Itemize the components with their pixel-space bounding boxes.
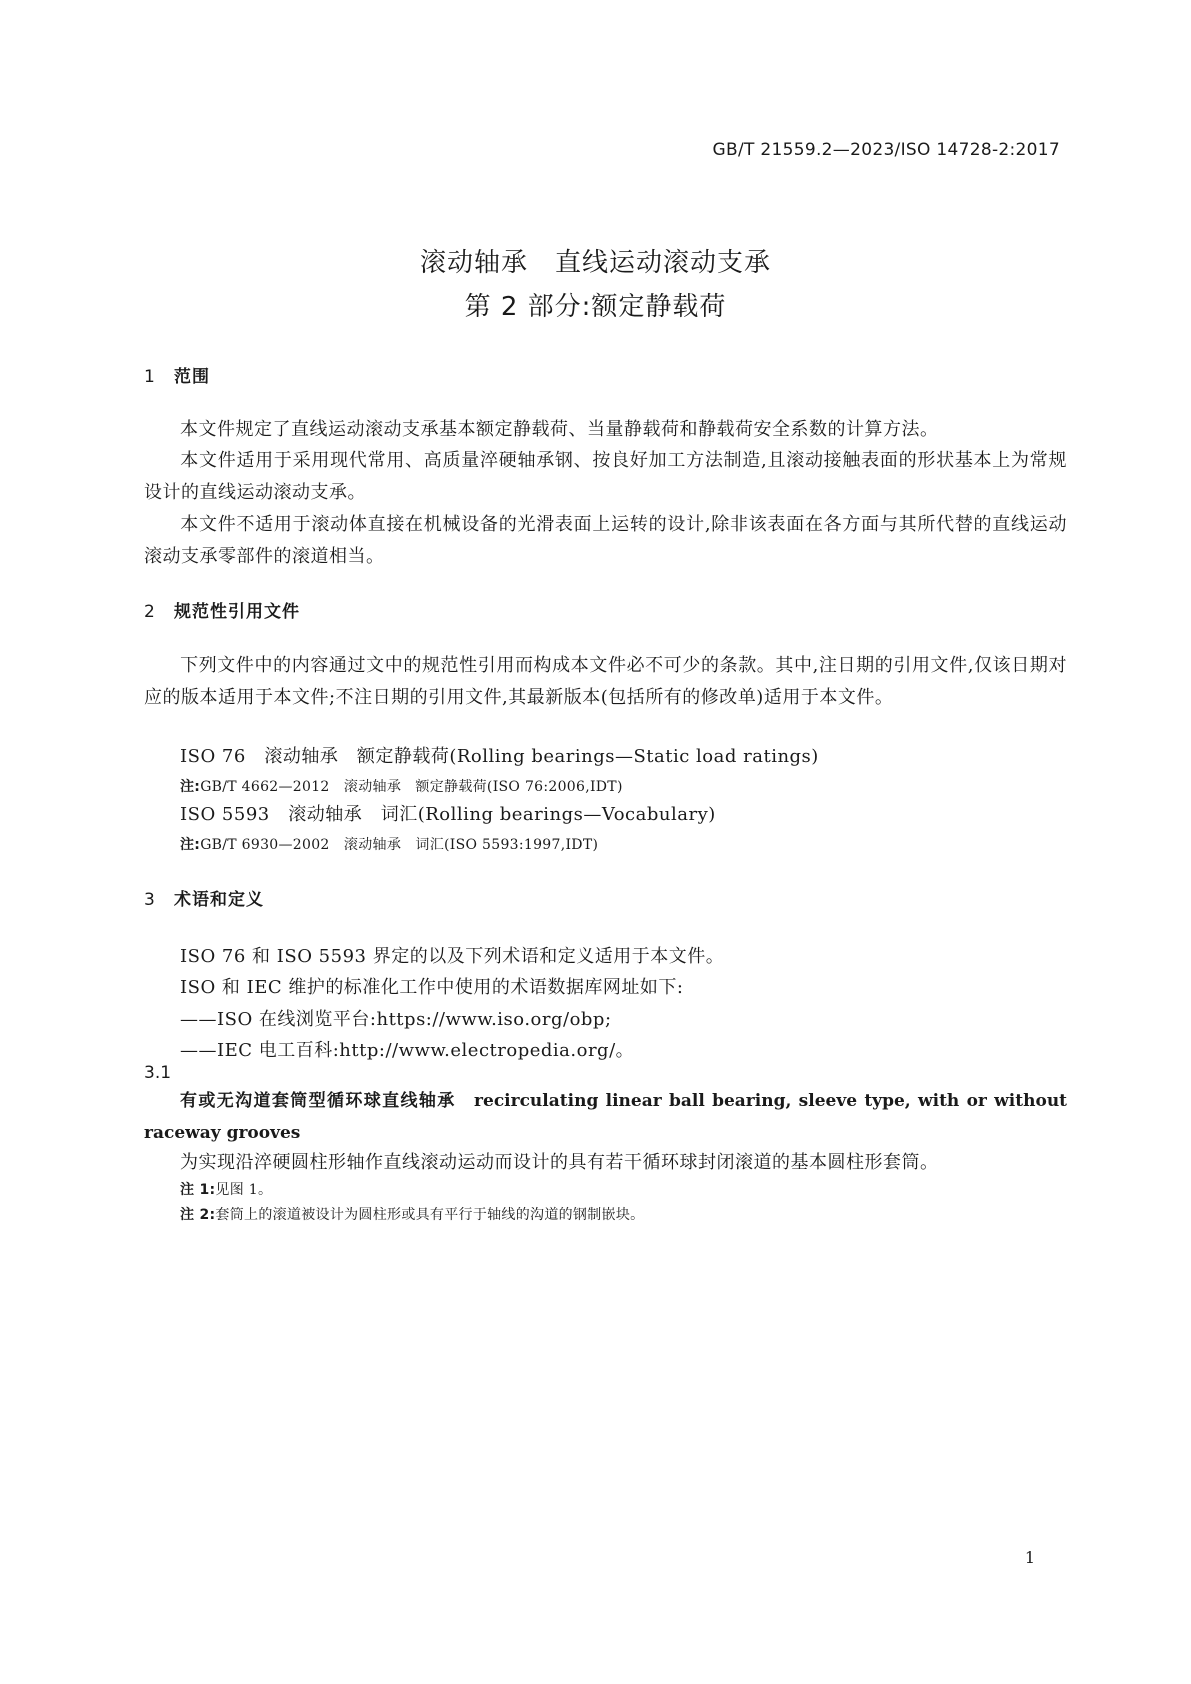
term-note-2: 注 2:套筒上的滚道被设计为圆柱形或具有平行于轴线的沟道的钢制嵌块。 (180, 1207, 645, 1223)
section-3-paragraph-1: ISO 76 和 ISO 5593 界定的以及下列术语和定义适用于本文件。 (180, 946, 725, 967)
section-title: 范围 (174, 367, 210, 387)
normative-reference-iso76: ISO 76 滚动轴承 额定静载荷(Rolling bearings—Static load ratings) (180, 746, 819, 767)
term-database-iec: ——IEC 电工百科:http://www.electropedia.org/。 (180, 1040, 635, 1061)
section-1-paragraph-2: 本文件适用于采用现代常用、高质量淬硬轴承钢、按良好加工方法制造,且滚动接触表面的形状基本上为常规设计的直线运动滚动支承。 (144, 450, 1067, 503)
section-2-heading (144, 597, 300, 622)
page-number: 1 (1024, 1548, 1035, 1567)
term-english: recirculating linear ball bearing, sleeve type, with or without raceway grooves (144, 1091, 1068, 1143)
term-chinese: 有或无沟道套筒型循环球直线轴承 (180, 1091, 456, 1111)
section-title: 术语和定义 (174, 890, 264, 910)
term-database-iso: ——ISO 在线浏览平台:https://www.iso.org/obp; (180, 1009, 612, 1030)
standard-number: GB/T 21559.2—2023/ISO 14728-2:2017 (712, 140, 1060, 160)
normative-reference-iso5593: ISO 5593 滚动轴承 词汇(Rolling bearings—Vocabulary) (180, 804, 716, 825)
section-number: 3 (144, 890, 156, 910)
section-1-paragraph-3: 本文件不适用于滚动体直接在机械设备的光滑表面上运转的设计,除非该表面在各方面与其所代替的直线运动滚动支承零部件的滚道相当。 (144, 514, 1067, 567)
section-3-heading (144, 885, 264, 910)
section-number: 1 (144, 367, 156, 387)
document-title-line2: 第 2 部分:额定静载荷 (464, 292, 727, 322)
section-3-paragraph-2: ISO 和 IEC 维护的标准化工作中使用的术语数据库网址如下: (180, 977, 684, 998)
section-1-paragraph-1: 本文件规定了直线运动滚动支承基本额定静载荷、当量静载荷和静载荷安全系数的计算方法。 (180, 419, 939, 440)
section-title: 规范性引用文件 (174, 602, 300, 622)
note-reference-2: 注:GB/T 6930—2002 滚动轴承 词汇(ISO 5593:1997,IDT) (180, 837, 599, 853)
term-note-1: 注 1:见图 1。 (180, 1182, 273, 1198)
document-title-line1: 滚动轴承 直线运动滚动支承 (419, 248, 771, 278)
note-reference-1: 注:GB/T 4662—2012 滚动轴承 额定静载荷(ISO 76:2006,IDT) (180, 779, 623, 795)
term-heading (144, 1085, 1067, 1149)
section-2-paragraph-1: 下列文件中的内容通过文中的规范性引用而构成本文件必不可少的条款。其中,注日期的引用文件,仅该日期对应的版本适用于本文件;不注日期的引用文件,其最新版本(包括所有的修改单)适用于本文件。 (144, 655, 1067, 708)
term-number: 3.1 (144, 1063, 172, 1083)
section-1-heading (144, 362, 210, 387)
term-definition: 为实现沿淬硬圆柱形轴作直线滚动运动而设计的具有若干循环球封闭滚道的基本圆柱形套筒。 (180, 1152, 939, 1173)
section-number: 2 (144, 602, 156, 622)
